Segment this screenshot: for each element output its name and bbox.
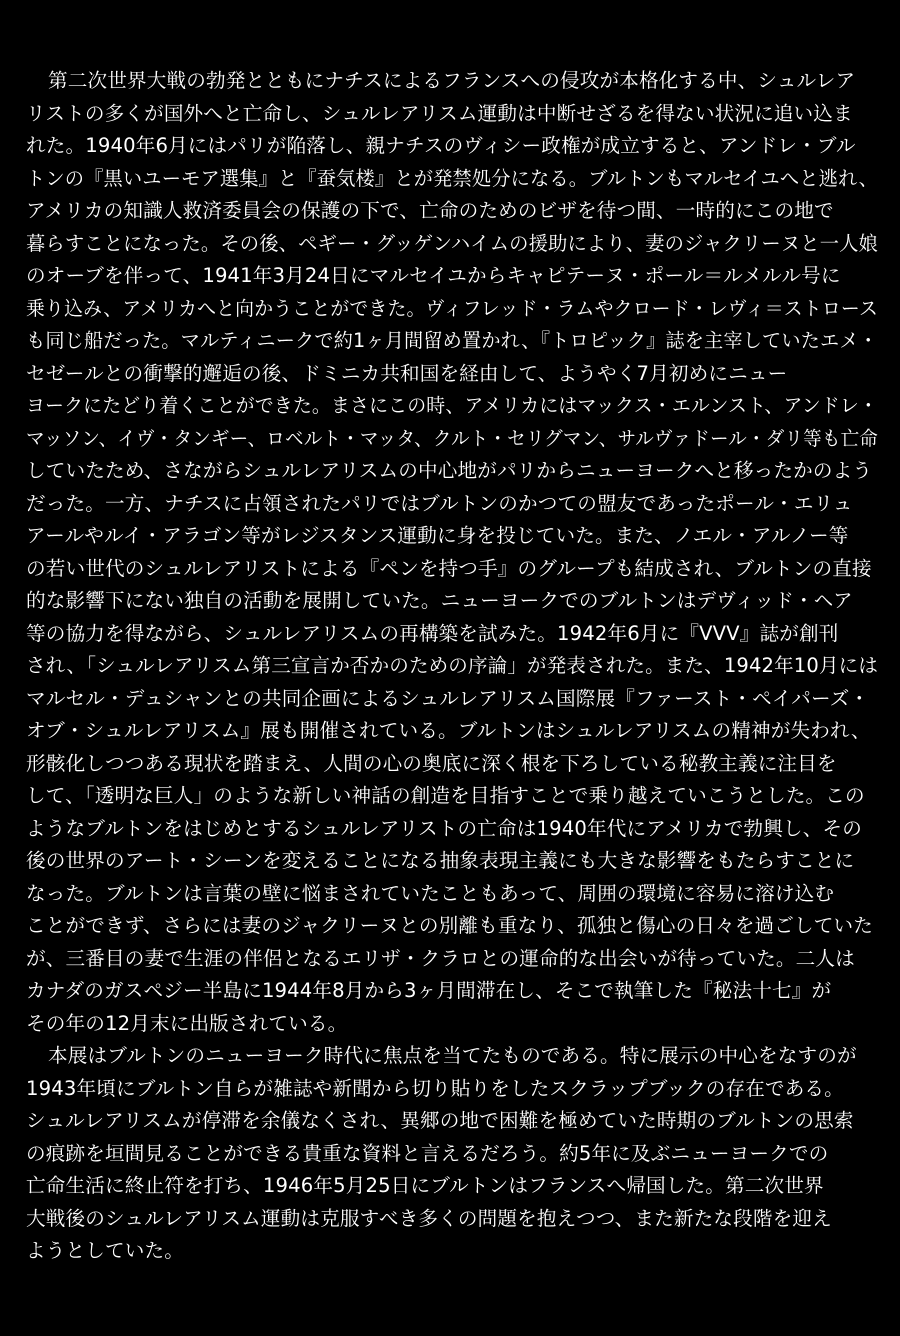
text-line: のオーブを伴って、1941年3月24日にマルセイユからキャピテーヌ・ポール＝ルメルル号に bbox=[26, 264, 841, 287]
text-line: マルセル・デュシャンとの共同企画によるシュルレアリスム国際展『ファースト・ペイパーズ・ bbox=[26, 686, 870, 710]
text-line: オブ・シュルレアリスム』展も開催されている。ブルトンはシュルレアリスムの精神が失われ、 bbox=[26, 719, 871, 742]
text-line: 1943年頃にブルトン自らが雑誌や新聞から切り貼りをしたスクラップブックの存在である。 bbox=[26, 1076, 844, 1100]
text-line: され、「シュルレアリスム第三宣言か否かのための序論」が発表された。また、1942年10月には bbox=[26, 654, 878, 677]
article-body bbox=[26, 65, 876, 1268]
text-line: 亡命生活に終止符を打ち、1946年5月25日にブルトンはフランスへ帰国した。第二次世界 bbox=[26, 1174, 824, 1197]
text-line: リストの多くが国外へと亡命し、シュルレアリスム運動は中断せざるを得ない状況に追い込ま bbox=[26, 101, 853, 125]
text-line: だった。一方、ナチスに占領されたパリではブルトンのかつての盟友であったポール・エリュ bbox=[26, 491, 853, 515]
text-line: 第二次世界大戦の勃発とともにナチスによるフランスへの侵攻が本格化する中、シュルレア bbox=[48, 69, 856, 92]
paragraph-2 bbox=[26, 1040, 876, 1268]
text-line: ヨークにたどり着くことができた。まさにこの時、アメリカにはマックス・エルンスト、アンドレ・ bbox=[26, 394, 878, 417]
text-line: 乗り込み、アメリカへと向かうことができた。ヴィフレッド・ラムやクロード・レヴィ＝ストロース bbox=[26, 296, 878, 320]
text-line: の痕跡を垣間見ることができる貴重な資料と言えるだろう。約5年に及ぶニューヨークでの bbox=[26, 1141, 829, 1165]
text-line: トンの『黒いユーモア選集』と『蚕気楼』とが発禁処分になる。ブルトンもマルセイユへと逃れ、 bbox=[26, 166, 878, 190]
text-line: の若い世代のシュルレアリストによる『ペンを持つ手』のグループも結成され、ブルトンの直接 bbox=[26, 556, 872, 580]
paragraph-1 bbox=[26, 65, 876, 1040]
text-line: れた。1940年6月にはパリが陥落し、親ナチスのヴィシー政権が成立すると、アンドレ・ブル bbox=[26, 134, 856, 157]
text-line: アールやルイ・アラゴン等がレジスタンス運動に身を投じていた。また、ノエル・アルノー等 bbox=[26, 524, 849, 547]
text-line: アメリカの知識人救済委員会の保護の下で、亡命のためのビザを待つ間、一時的にこの地で bbox=[26, 199, 834, 222]
text-line: 的な影響下にない独自の活動を展開していた。ニューヨークでのブルトンはデヴィッド・ヘア bbox=[26, 589, 853, 612]
text-line: していたため、さながらシュルレアリスムの中心地がパリからニューヨークへと移ったかのよう bbox=[26, 459, 873, 482]
text-line: 等の協力を得ながら、シュルレアリスムの再構築を試みた。1942年6月に『VVV』誌が創刊 bbox=[26, 621, 839, 645]
text-line: して、「透明な巨人」のような新しい神話の創造を目指すことで乗り越えていこうとした。この bbox=[26, 784, 865, 807]
text-line: が、三番目の妻で生涯の伴侶となるエリザ・クラロとの運命的な出会いが待っていた。二人は bbox=[26, 946, 855, 970]
text-line: 大戦後のシュルレアリスム運動は克服すべき多くの問題を抱えつつ、また新たな段階を迎え bbox=[26, 1206, 832, 1230]
text-line: カナダのガスペジー半島に1944年8月から3ヶ月間滞在し、そこで執筆した『秘法十七』が bbox=[26, 979, 832, 1002]
text-line: ようとしていた。 bbox=[26, 1239, 184, 1262]
text-line: シュルレアリスムが停滞を余儀なくされ、異郷の地で困難を極めていた時期のブルトンの思索 bbox=[26, 1109, 854, 1132]
text-line: ようなブルトンをはじめとするシュルレアリストの亡命は1940年代にアメリカで勃興し、その bbox=[26, 816, 862, 840]
text-line: 形骸化しつつある現状を踏まえ、人間の心の奥底に深く根を下ろしている秘教主義に注目を bbox=[26, 751, 837, 775]
text-line: その年の12月末に出版されている。 bbox=[26, 1011, 348, 1035]
text-line: ことができず、さらには妻のジャクリーヌとの別離も重なり、孤独と傷心の日々を過ごしていた bbox=[26, 914, 874, 937]
text-line: マッソン、イヴ・タンギー、ロベルト・マッタ、クルト・セリグマン、サルヴァドール・ダリ等も亡命 bbox=[26, 426, 878, 450]
text-line: も同じ船だった。マルティニークで約1ヶ月間留め置かれ、『トロピック』誌を主宰していたエメ・ bbox=[26, 329, 878, 352]
text-line: 暮らすことになった。その後、ペギー・グッゲンハイムの援助により、妻のジャクリーヌと一人娘 bbox=[26, 231, 878, 255]
text-line: 後の世界のアート・シーンを変えることになる抽象表現主義にも大きな影響をもたらすことに bbox=[26, 849, 855, 872]
text-line: 本展はブルトンのニューヨーク時代に焦点を当てたものである。特に展示の中心をなすのが bbox=[48, 1044, 857, 1067]
text-line: なった。ブルトンは言葉の壁に悩まされていたこともあって、周囲の環境に容易に溶け込む bbox=[26, 881, 835, 905]
text-line: セゼールとの衝撃的邂逅の後、ドミニカ共和国を経由して、ようやく7月初めにニュー bbox=[26, 361, 788, 385]
